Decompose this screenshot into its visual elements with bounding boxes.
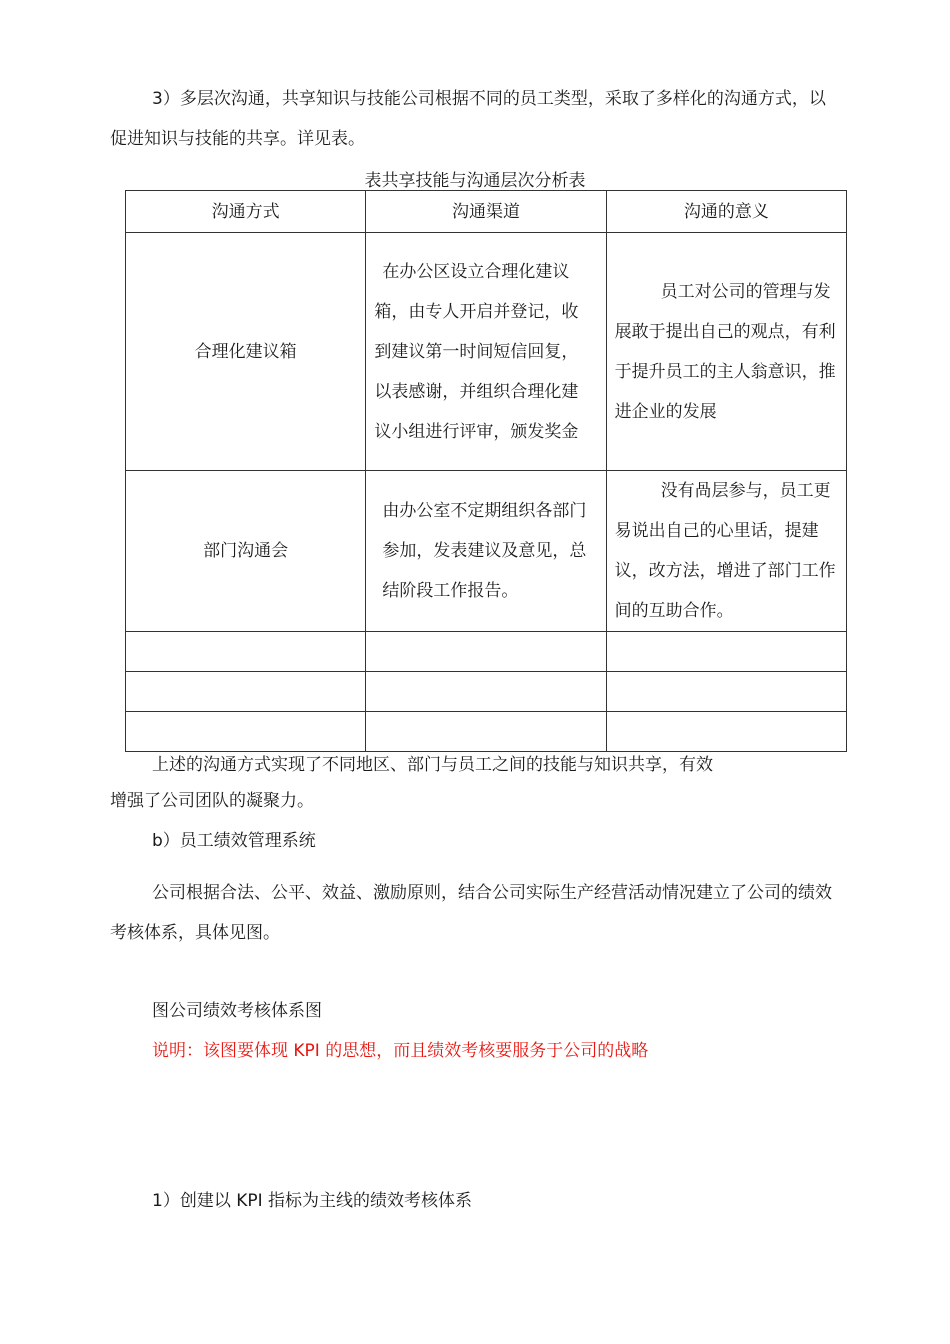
intro-line-2: 促进知识与技能的共享。详见表。 xyxy=(110,129,365,149)
table-caption: 表共享技能与沟通层次分析表 xyxy=(364,171,586,191)
red-note: 说明：该图要体现 KPI 的思想，而且绩效考核要服务于公司的战略 xyxy=(152,1041,649,1061)
row1-meaning xyxy=(606,233,846,471)
item-1: 1）创建以 KPI 指标为主线的绩效考核体系 xyxy=(152,1191,473,1211)
table-row xyxy=(126,632,847,672)
row2-meaning xyxy=(606,471,846,632)
header-method: 沟通方式 xyxy=(126,191,366,233)
row1-meaning-text: 员工对公司的管理与发展敢于提出自己的观点，有利于提升员工的主人翁意识，推进企业的发展 xyxy=(614,281,836,422)
figure-title: 图公司绩效考核体系图 xyxy=(152,1001,322,1021)
communication-table xyxy=(125,190,847,752)
header-channel: 沟通渠道 xyxy=(366,191,606,233)
after-table-line-1: 上述的沟通方式实现了不同地区、部门与员工之间的技能与知识共享，有效 xyxy=(152,755,713,775)
row2-meaning-text: 没有咼层参与，员工更易说出自己的心里话，提建议，改方法，增进了部门工作间的互助合作。 xyxy=(614,481,836,621)
table-header-row xyxy=(126,191,847,233)
intro-line-1: 3）多层次沟通，共享知识与技能公司根据不同的员工类型，采取了多样化的沟通方式，以 xyxy=(152,89,826,109)
para-b-line-1: 公司根据合法、公平、效益、激励原则，结合公司实际生产经营活动情况建立了公司的绩效 xyxy=(152,883,832,903)
row2-channel xyxy=(366,471,606,632)
table-row xyxy=(126,471,847,632)
table-row xyxy=(126,233,847,471)
para-b-line-2: 考核体系，具体见图。 xyxy=(110,923,280,943)
row2-method: 部门沟通会 xyxy=(126,471,366,632)
section-b-heading: b）员工绩效管理系统 xyxy=(152,831,316,851)
row1-channel xyxy=(366,233,606,471)
header-meaning: 沟通的意义 xyxy=(606,191,846,233)
row2-channel-text: 由办公室不定期组织各部门参加，发表建议及意见，总结阶段工作报告。 xyxy=(382,501,587,601)
table-row xyxy=(126,672,847,712)
row1-method: 合理化建议箱 xyxy=(126,233,366,471)
after-table-line-2: 增强了公司团队的凝聚力。 xyxy=(110,791,314,811)
row1-channel-text: 在办公区设立合理化建议箱，由专人开启并登记，收到建议第一时间短信回复，以表感谢，并组织合理化建议小组进行评审，颁发奖金 xyxy=(374,261,579,442)
table-row xyxy=(126,712,847,752)
